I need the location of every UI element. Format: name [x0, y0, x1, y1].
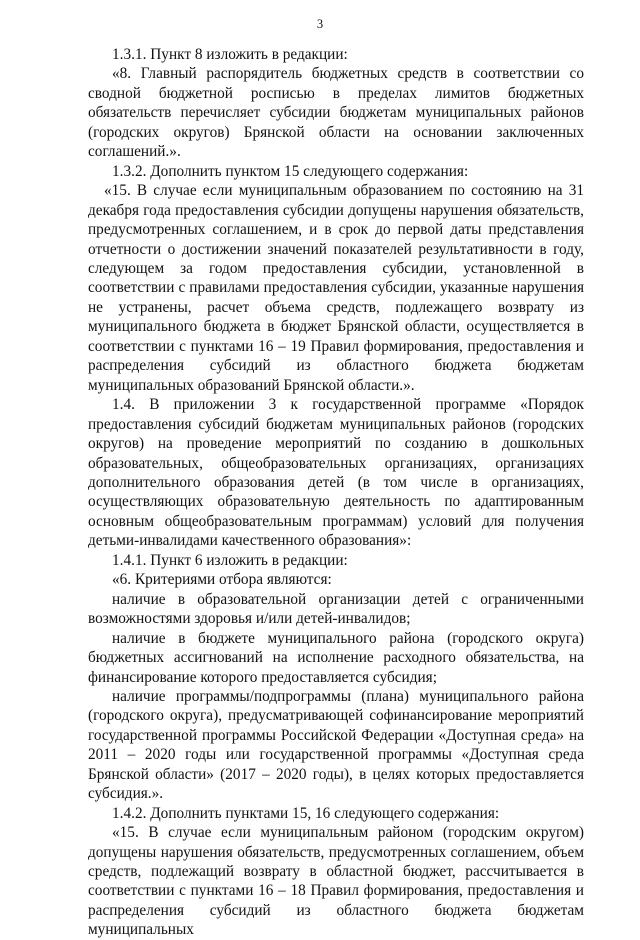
paragraph-item-15-second: «15. В случае если муниципальным районом (городским округом) допущены нарушения обязательств, предусмотренных соглашением, объем средств, подлежащий возврату в областной бюджет, рассчитывается в соответствии с пунктами 16 – 18 Правил формирования, предоставления и распределения субсидий из областного бюджета бюджетам муниципальных	[88, 824, 584, 939]
document-body	[88, 45, 584, 940]
paragraph-1-3-2: 1.3.2. Дополнить пунктом 15 следующего содержания:	[112, 162, 469, 180]
paragraph-item-6: «6. Критериями отбора являются:	[112, 571, 332, 589]
page-number: 3	[316, 17, 324, 31]
paragraph-criterion-1: наличие в образовательной организации детей с ограниченными возможностями здоровья и/или детей-инвалидов;	[88, 590, 584, 628]
paragraph-criterion-3: наличие программы/подпрограммы (плана) муниципального района (городского округа), предусматривающей софинансирование мероприятий государственной программы Российской Федерации «Доступная среда» на 2011 – 2020 годы или государственной программы «Доступная среда Брянской области» (2017 – 2020 годы), в целях которых предоставляется субсидия.».	[88, 687, 584, 803]
paragraph-item-8: «8. Главный распорядитель бюджетных средств в соответствии со сводной бюджетной росписью в пределах лимитов бюджетных обязательств перечисляет субсидии бюджетам муниципальных районов (городских округов) Брянской области на основании заключенных соглашений.».	[88, 65, 584, 161]
paragraph-1-4-1: 1.4.1. Пункт 6 изложить в редакции:	[112, 551, 348, 569]
paragraph-1-4-2: 1.4.2. Дополнить пунктами 15, 16 следующего содержания:	[112, 804, 500, 822]
paragraph-1-3-1: 1.3.1. Пункт 8 изложить в редакции:	[112, 46, 348, 63]
paragraph-1-4: 1.4. В приложении 3 к государственной программе «Порядок предоставления субсидий бюджетам муниципальных районов (городских округов) на проведение мероприятий по созданию в дошкольных образовательных, общеобразовательных организациях, организациях дополнительного образования детей (в том числе в организациях, осуществляющих образовательную деятельность по адаптированным основным общеобразовательным программам) условий для получения детьми-инвалидами качественного образования»:	[88, 396, 584, 550]
paragraph-item-15: «15. В случае если муниципальным образованием по состоянию на 31 декабря года предоставления субсидии допущены нарушения обязательств, предусмотренных соглашением, и в срок до первой даты представления отчетности о достижении значений показателей результативности в году, следующем за годом предоставления субсидии, установленной в соответствии с правилами предоставления субсидии, указанные нарушения не устранены, расчет объема средств, подлежащего возврату из муниципального бюджета в бюджет Брянской области, осуществляется в соответствии с пунктами 16 – 19 Правил формирования, предоставления и распределения субсидий из областного бюджета бюджетам муниципальных образований Брянской области.».	[88, 182, 584, 394]
paragraph-criterion-2: наличие в бюджете муниципального района (городского округа) бюджетных ассигнований на исполнение расходного обязательства, на финансирование которого предоставляется субсидия;	[88, 629, 584, 686]
